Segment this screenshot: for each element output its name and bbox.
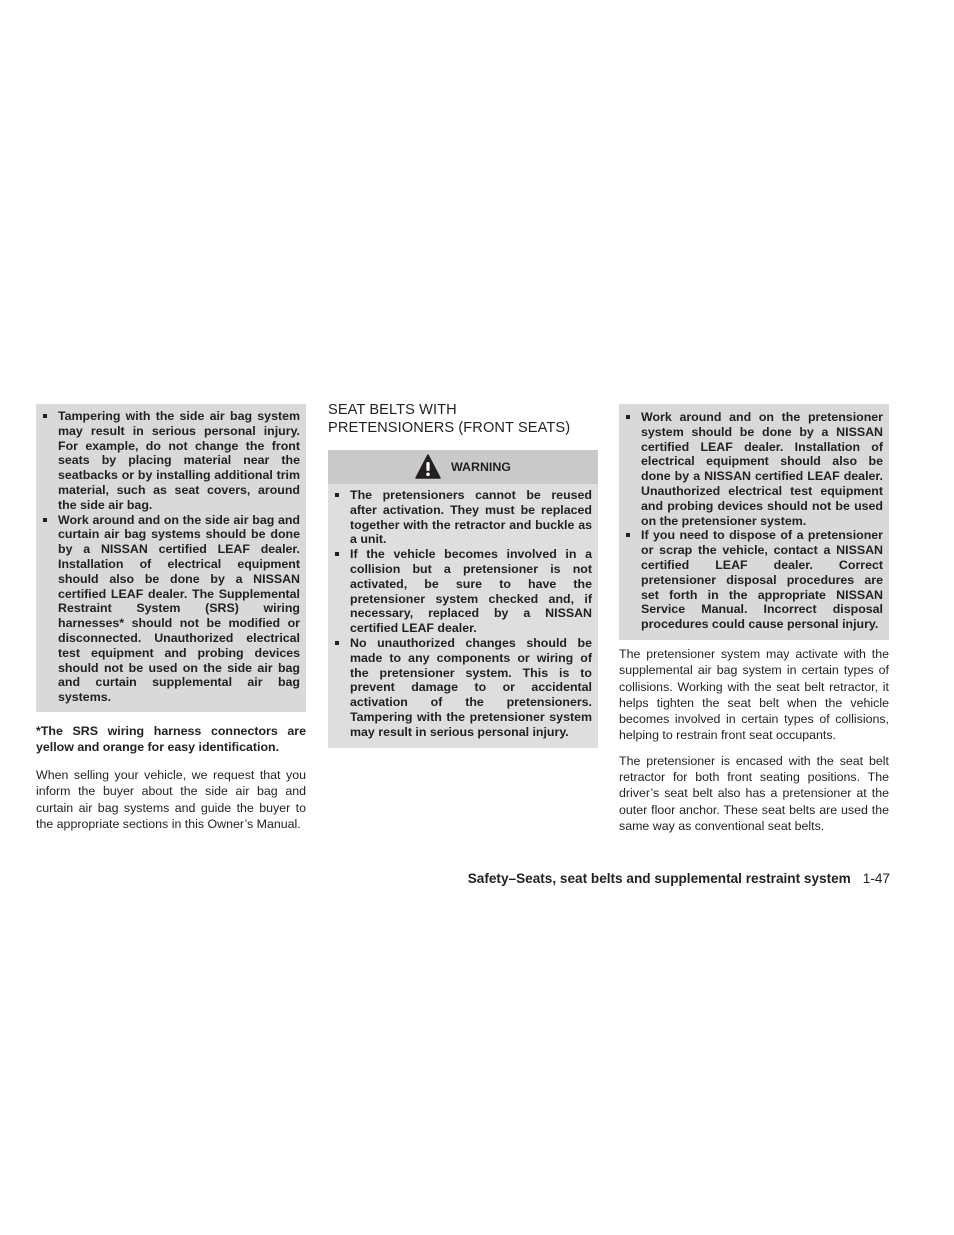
- list-item: If you need to dispose of a pretensioner or scrap the vehicle, contact a NISSAN certified LEAF dealer. Correct pretensioner disposal procedures are set forth in the appropriate NISSAN Service Manual. Incorrect disposal procedures could cause personal injury.: [625, 528, 883, 632]
- caution-box-pretensioner: [619, 404, 889, 640]
- warning-triangle-icon: [415, 454, 441, 480]
- bullet-square-icon: [335, 552, 339, 556]
- caution-box-side-airbag: [36, 404, 306, 712]
- page-number: 1-47: [862, 871, 890, 886]
- bullet-square-icon: [626, 533, 630, 537]
- bullet-square-icon: [626, 415, 630, 419]
- footer-section-title: Safety–Seats, seat belts and supplemental restraint system: [467, 871, 851, 886]
- bullet-square-icon: [335, 493, 339, 497]
- list-item: No unauthorized changes should be made to any components or wiring of the pretensioner system. This is to prevent damage to or accidental activation of the pretensioners. Tampering with the pretensioner system may result in serious personal injury.: [334, 636, 592, 740]
- list-item: Tampering with the side air bag system may result in serious personal injury. For example, do not change the front seats by placing material near the seatbacks or by installing additional trim material, such as seat covers, around the side air bag.: [42, 409, 300, 513]
- srs-connector-note: *The SRS wiring harness connectors are yellow and orange for easy identification.: [36, 723, 306, 754]
- bullet-square-icon: [43, 414, 47, 418]
- warning-box: [328, 450, 598, 748]
- warning-label: WARNING: [451, 460, 511, 474]
- body-paragraph: When selling your vehicle, we request that you inform the buyer about the side air bag and curtain air bag systems and guide the buyer to the appropriate sections in this Owner’s Manual.: [36, 767, 306, 831]
- warning-body: [328, 484, 598, 748]
- list-item: Work around and on the pretensioner system should be done by a NISSAN certified LEAF dealer. Installation of electrical equipment should also be done by a NISSAN certified LEAF dealer. Unauthorized electrical test equipment and probing devices should not be used on the pretensioner system.: [625, 410, 883, 528]
- section-heading: SEAT BELTS WITH PRETENSIONERS (FRONT SEATS): [328, 402, 571, 436]
- warning-header: [328, 450, 598, 484]
- body-paragraph: The pretensioner is encased with the seat belt retractor for both front seating positions. The driver’s seat belt also has a pretensioner at the outer floor anchor. These seat belts are used the same way as conventional seat belts.: [619, 753, 889, 833]
- body-paragraph: The pretensioner system may activate with the supplemental air bag system in certain types of collisions. Working with the seat belt retractor, it helps tighten the seat belt when the vehicle becomes involved in certain types of collisions, helping to restrain front seat occupants.: [619, 646, 889, 743]
- column-right: [619, 404, 889, 834]
- bullet-square-icon: [43, 518, 47, 522]
- column-middle: [328, 404, 598, 748]
- list-item: The pretensioners cannot be reused after activation. They must be replaced together with the retractor and buckle as a unit.: [334, 488, 592, 547]
- list-item: Work around and on the side air bag and curtain air bag systems should be done by a NISSAN certified LEAF dealer. Installation of electrical equipment should also be done by a NISSAN certified LEAF dealer. The Supplemental Restraint System (SRS) wiring harnesses* should not be modified or disconnected. Unauthorized electrical test equipment and probing devices should not be used on the side air bag and curtain supplemental air bag systems.: [42, 513, 300, 705]
- bullet-list: [42, 409, 300, 705]
- page-footer: [468, 871, 890, 886]
- bullet-list: [625, 410, 883, 632]
- list-item: If the vehicle becomes involved in a collision but a pretensioner is not activated, be sure to have the pretensioner system checked and, if necessary, replaced by a NISSAN certified LEAF dealer.: [334, 547, 592, 636]
- column-left: [36, 404, 306, 832]
- bullet-list: [334, 488, 592, 740]
- bullet-square-icon: [335, 641, 339, 645]
